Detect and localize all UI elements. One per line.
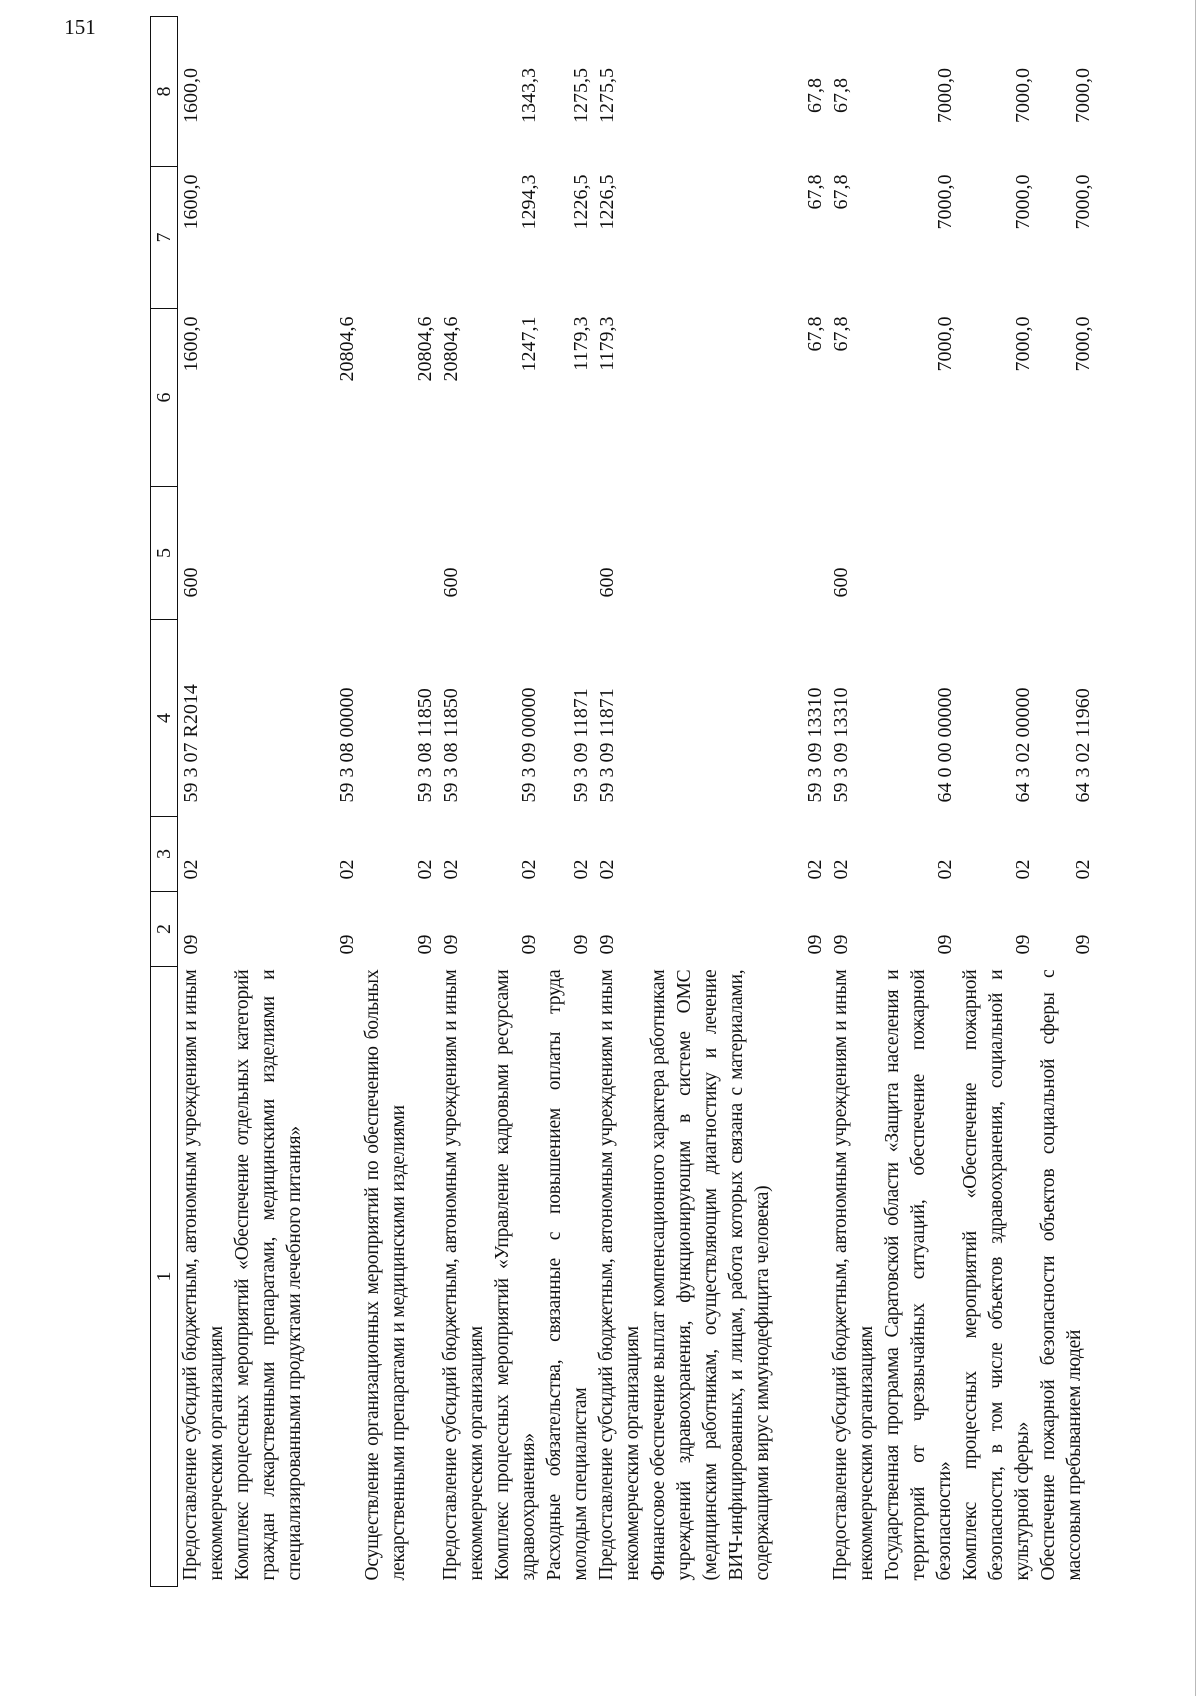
amount-col-7 [360,167,438,309]
amount-col-7: 67,8 [830,174,852,210]
expense-type [230,487,360,620]
table-row [646,17,828,1587]
header-col-2: 2 [151,892,178,967]
table-row [230,17,360,1587]
expense-type [646,487,828,620]
target-article: 59 3 07 R2014 [180,684,202,803]
scan-edge-line [1195,0,1196,1696]
header-col-3: 3 [151,817,178,892]
table-row [594,17,646,1587]
expense-type [880,487,958,620]
expense-type [542,487,594,620]
table-row [828,17,880,1587]
section-code: 09 [518,934,540,955]
item-name: Расходные обязательства, связанные с повышением оплаты труда молодым специалистам [544,969,591,1581]
item-name: Комплекс процессных мероприятий «Управление кадровыми ресурсами здравоохранения» [492,969,539,1581]
expense-type: 600 [596,567,618,598]
amount-col-8: 67,8 [830,78,852,113]
header-col-1: 1 [151,967,178,1587]
subsection-code: 02 [440,859,462,880]
section-code: 09 [414,934,436,955]
amount-col-8: 7000,0 [934,68,956,123]
target-article: 59 3 08 11850 [414,688,436,803]
target-article: 59 3 09 00000 [518,687,540,803]
item-name: Предоставление субсидий бюджетным, автономным учреждениям и иным некоммерческим организациям [830,969,877,1581]
subsection-code: 02 [180,859,202,880]
table-row [490,17,542,1587]
amount-col-6: 67,8 [830,316,852,352]
section-code: 09 [1072,934,1094,955]
amount-col-7 [438,167,490,309]
section-code: 09 [336,934,358,955]
table-row [1036,17,1104,1587]
amount-col-6: 7000,0 [934,316,956,372]
target-article: 59 3 09 13310 [804,687,826,803]
budget-table [150,16,1104,1587]
rotated-page [150,17,1094,1587]
header-col-5: 5 [151,487,178,620]
amount-col-8: 1275,5 [570,68,592,123]
target-article: 64 3 02 11960 [1072,688,1094,803]
subsection-code: 02 [596,859,618,880]
header-col-8: 8 [151,17,178,167]
amount-col-8: 1600,0 [180,68,202,123]
subsection-code: 02 [804,859,826,880]
amount-col-8: 67,8 [804,78,826,113]
item-name: Финансовое обеспечение выплат компенсационного характера работникам учреждений здравоохранения, функционирующим в системе ОМС (медицинским работникам, осуществляющим диагностику и лечение ВИЧ-инфицированных, и лицам, работа которых связана с материалами, содержащими вирус иммунодефицита человека) [648,969,773,1581]
item-name: Государственная программа Саратовской области «Защита населения и территорий от чрезвычайных ситуаций, обеспечение пожарной безопасности» [882,969,955,1581]
amount-col-6: 1600,0 [180,316,202,372]
item-name: Предоставление субсидий бюджетным, автономным учреждениям и иным некоммерческим организациям [596,969,643,1581]
header-col-4: 4 [151,620,178,817]
item-name: Предоставление субсидий бюджетным, автономным учреждениям и иным некоммерческим организациям [180,969,227,1581]
table-row [542,17,594,1587]
item-name: Осуществление организационных мероприятий по обеспечению больных лекарственными препаратами и медицинскими изделиями [362,969,409,1581]
section-code: 09 [1012,934,1034,955]
target-article: 59 3 09 13310 [830,687,852,803]
section-code: 09 [570,934,592,955]
expense-type: 600 [440,567,462,598]
subsection-code: 02 [570,859,592,880]
amount-col-6: 7000,0 [1072,316,1094,372]
expense-type: 600 [180,567,202,598]
header-row [151,17,178,1587]
amount-col-7: 7000,0 [1072,174,1094,230]
expense-type [1036,487,1104,620]
amount-col-6: 1247,1 [518,316,540,372]
amount-col-8: 1343,3 [518,68,540,123]
target-article: 64 3 02 00000 [1012,687,1034,803]
item-name: Комплекс процессных мероприятий «Обеспечение отдельных категорий граждан лекарственными препаратами, медицинскими изделиями и специализированными продуктами лечебного питания» [232,969,305,1581]
amount-col-7: 7000,0 [1012,174,1034,230]
amount-col-6: 20804,6 [440,316,462,382]
amount-col-7: 1226,5 [596,174,618,230]
section-code: 09 [934,934,956,955]
amount-col-7: 7000,0 [934,174,956,230]
target-article: 59 3 09 11871 [596,688,618,803]
amount-col-6: 1179,3 [570,316,592,371]
subsection-code: 02 [1012,859,1034,880]
header-col-7: 7 [151,167,178,309]
subsection-code: 02 [518,859,540,880]
amount-col-7 [230,167,360,309]
section-code: 09 [440,934,462,955]
amount-col-8 [438,17,490,167]
amount-col-8: 1275,5 [596,68,618,123]
table-row [880,17,958,1587]
subsection-code: 02 [1072,859,1094,880]
amount-col-8 [360,17,438,167]
amount-col-6: 20804,6 [414,316,436,382]
amount-col-6: 1179,3 [596,316,618,371]
subsection-code: 02 [934,859,956,880]
amount-col-7: 1226,5 [570,174,592,230]
amount-col-7: 1600,0 [180,174,202,230]
table-row [438,17,490,1587]
item-name: Предоставление субсидий бюджетным, автономным учреждениям и иным некоммерческим организациям [440,969,487,1581]
expense-type [360,487,438,620]
section-code: 09 [180,934,202,955]
table-row [360,17,438,1587]
amount-col-7: 67,8 [804,174,826,210]
header-col-6: 6 [151,309,178,487]
section-code: 09 [804,934,826,955]
amount-col-8 [230,17,360,167]
amount-col-6: 67,8 [804,316,826,352]
target-article: 64 0 00 00000 [934,687,956,803]
item-name: Обеспечение пожарной безопасности объектов социальной сферы с массовым пребыванием людей [1038,969,1085,1581]
target-article: 59 3 09 11871 [570,688,592,803]
item-name: Комплекс процессных мероприятий «Обеспечение пожарной безопасности, в том числе объектов здравоохранения, социальной и культурной сферы» [960,969,1033,1581]
target-article: 59 3 08 11850 [440,688,462,803]
table-row [178,17,231,1587]
section-code: 09 [596,934,618,955]
amount-col-7: 1294,3 [518,174,540,230]
amount-col-8: 7000,0 [1012,68,1034,123]
page-number: 151 [64,15,96,39]
amount-col-6: 7000,0 [1012,316,1034,372]
subsection-code: 02 [830,859,852,880]
subsection-code: 02 [414,859,436,880]
subsection-code: 02 [336,859,358,880]
table-row [958,17,1036,1587]
expense-type [958,487,1036,620]
target-article: 59 3 08 00000 [336,687,358,803]
expense-type: 600 [830,567,852,598]
section-code: 09 [830,934,852,955]
amount-col-8: 7000,0 [1072,68,1094,123]
amount-col-6: 20804,6 [336,316,358,382]
expense-type [490,487,542,620]
